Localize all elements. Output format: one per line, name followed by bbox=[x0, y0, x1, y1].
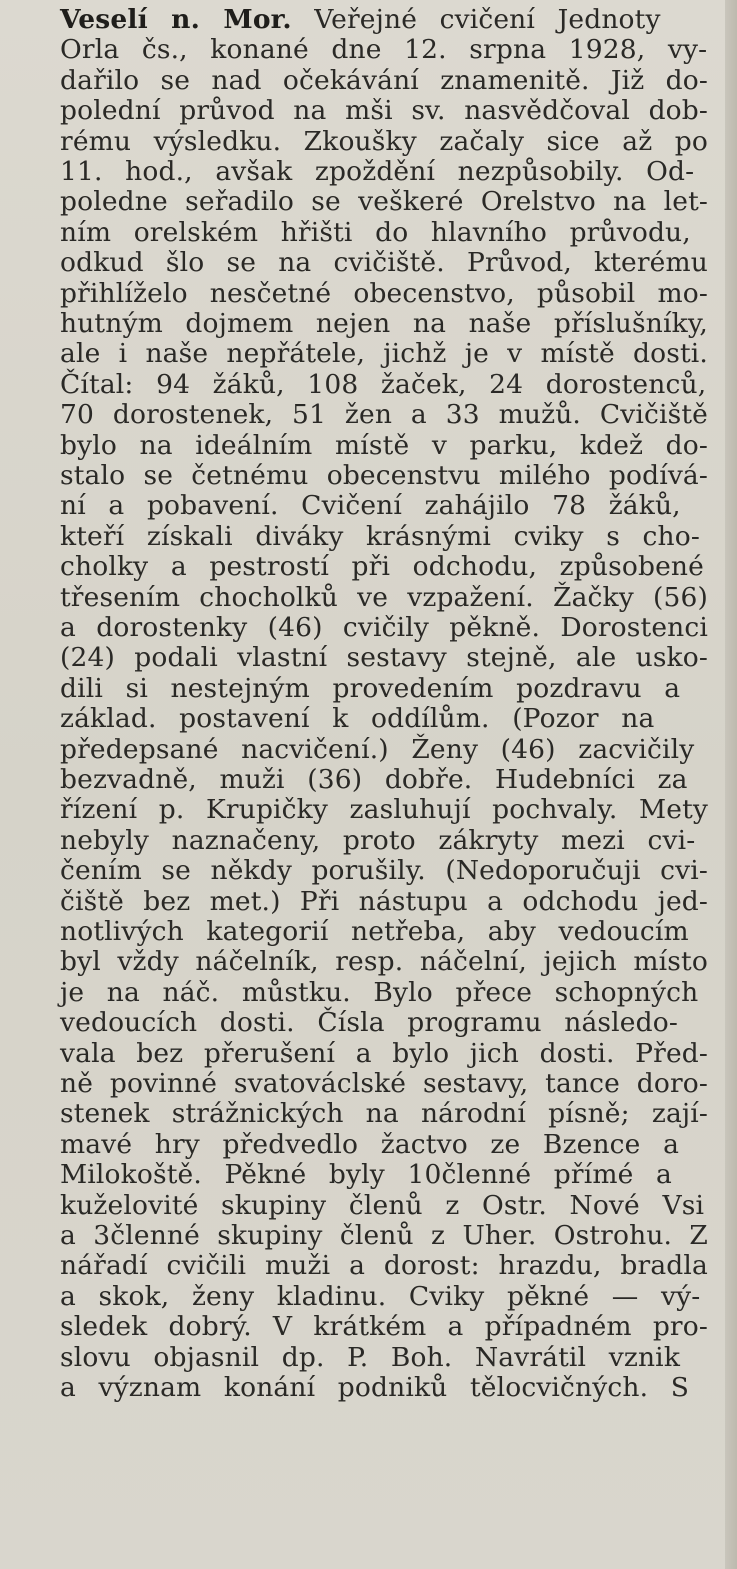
article-line: bylo na ideálním místě v parku, kdež do- bbox=[60, 429, 709, 461]
article-line: notlivých kategorií netřeba, aby vedoucím bbox=[60, 916, 689, 947]
article-line: rému výsledku. Zkoušky začaly sice až po bbox=[60, 125, 709, 157]
page-edge-shadow bbox=[725, 0, 737, 1569]
article-line: Milokoště. Pěkné byly 10členné přímé a bbox=[60, 1159, 672, 1191]
article-line: čením se někdy porušily. (Nedoporučuji cvi- bbox=[60, 855, 708, 887]
article-line: stenek strážnických na národní písně; zají- bbox=[60, 1098, 708, 1130]
article-line: přihlíželo nesčetné obecenstvo, působil mo- bbox=[60, 277, 708, 309]
article-line: cholky a pestrostí při odchodu, způsobené bbox=[60, 551, 704, 583]
article-line: dili si nestejným provedením pozdravu a bbox=[60, 672, 681, 704]
article-line: poledne seřadilo se veškeré Orelstvo na let- bbox=[60, 186, 708, 218]
article-line: Čítal: 94 žáků, 108 žaček, 24 dorostenců, bbox=[60, 368, 707, 400]
article-line: (24) podali vlastní sestavy stejně, ale usko- bbox=[60, 642, 708, 674]
article-line: čiště bez met.) Při nástupu a odchodu jed- bbox=[60, 885, 708, 917]
article-line: Orla čs., konané dne 12. srpna 1928, vy- bbox=[60, 34, 708, 66]
article-line: 11. hod., avšak zpoždění nezpůsobily. Od- bbox=[60, 156, 695, 187]
article-line: nebyly naznačeny, proto zákryty mezi cvi- bbox=[60, 824, 696, 856]
article-line: ně povinné svatováclské sestavy, tance doro- bbox=[60, 1068, 709, 1099]
article-line: slovu objasnil dp. P. Boh. Navrátil vznik bbox=[60, 1341, 681, 1373]
article-line: kuželovité skupiny členů z Ostr. Nové Vsi bbox=[60, 1189, 705, 1221]
article-line: a skok, ženy kladinu. Cviky pěkné — vý- bbox=[60, 1280, 701, 1312]
article-line: ním orelském hřišti do hlavního průvodu, bbox=[60, 216, 691, 248]
article-line: ní a pobavení. Cvičení zahájilo 78 žáků, bbox=[60, 490, 681, 522]
article-line: a 3členné skupiny členů z Uher. Ostrohu. Z bbox=[60, 1220, 708, 1251]
article-line: sledek dobrý. V krátkém a případném pro- bbox=[60, 1311, 708, 1343]
article-line: vala bez přerušení a bylo jich dosti. Před- bbox=[60, 1037, 709, 1069]
article-line: kteří získali diváky krásnými cviky s cho- bbox=[60, 520, 700, 552]
article-line: stalo se četnému obecenstvu milého podívá- bbox=[60, 460, 708, 491]
article-line: řízení p. Krupičky zasluhují pochvaly. Mety bbox=[60, 794, 708, 826]
article-line: bezvadně, muži (36) dobře. Hudebníci za bbox=[60, 764, 688, 795]
article-line: 70 dorostenek, 51 žen a 33 mužů. Cvičiště bbox=[60, 399, 708, 431]
article-line: a dorostenky (46) cvičily pěkně. Dorostenci bbox=[60, 612, 708, 643]
place-heading: Veselí n. Mor. bbox=[60, 4, 292, 35]
article-line: a význam konání podniků tělocvičných. S bbox=[60, 1372, 690, 1403]
article-line: ale i naše nepřátele, jichž je v místě dosti. bbox=[60, 338, 708, 370]
article-line: vedoucích dosti. Čísla programu následo- bbox=[60, 1007, 678, 1039]
article-line: třesením chocholků ve vzpažení. Žačky (56) bbox=[60, 581, 708, 613]
article-line: odkud šlo se na cvičiště. Průvod, kterému bbox=[60, 247, 709, 279]
article-line: je na náč. můstku. Bylo přece schopných bbox=[60, 976, 699, 1008]
article-line: nářadí cvičili muži a dorost: hrazdu, bradla bbox=[60, 1250, 708, 1282]
article-line: dařilo se nad očekávání znamenitě. Již do- bbox=[60, 64, 709, 96]
article-line: hutným dojmem nejen na naše příslušníky, bbox=[60, 308, 708, 339]
article-line: byl vždy náčelník, resp. náčelní, jejich místo bbox=[60, 946, 708, 978]
article-line: základ. postavení k oddílům. (Pozor na bbox=[60, 703, 655, 735]
article-first-line: Veselí n. Mor. Veřejné cvičení Jednoty bbox=[60, 4, 661, 35]
article-line: předepsané nacvičení.) Ženy (46) zacvičily bbox=[60, 733, 695, 765]
article-line: polední průvod na mši sv. nasvědčoval dob- bbox=[60, 95, 709, 127]
article-line: mavé hry předvedlo žactvo ze Bzence a bbox=[60, 1128, 680, 1160]
